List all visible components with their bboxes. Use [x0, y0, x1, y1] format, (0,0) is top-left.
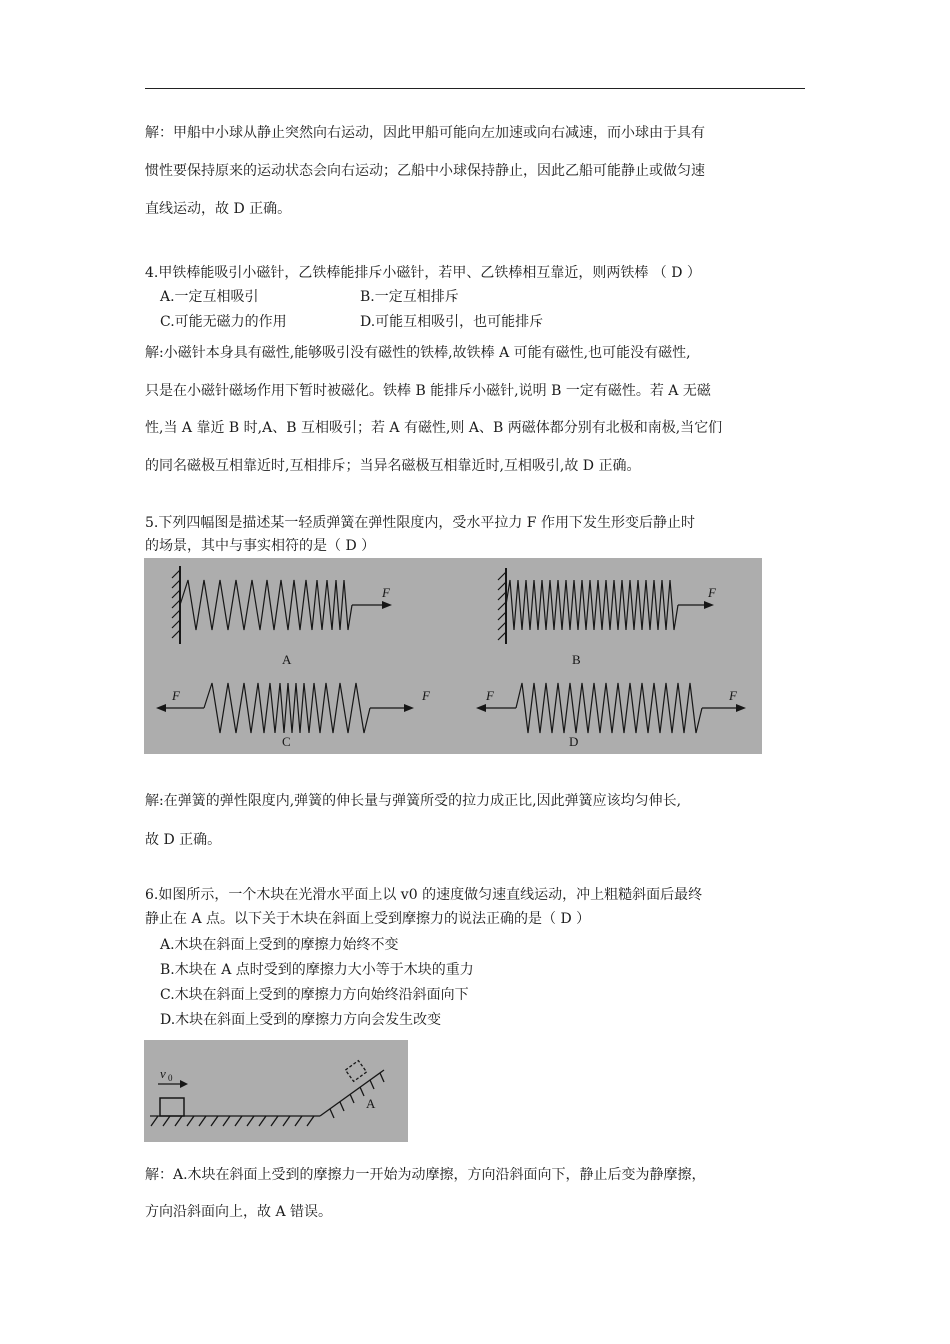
- figure-label-b: B: [572, 652, 581, 667]
- force-label-c-left: F: [172, 688, 180, 703]
- question-4-option-b: B.一定互相排斥: [360, 289, 459, 305]
- question-5-stem-line-2: 的场景，其中与事实相符的是（ D ）: [145, 538, 376, 554]
- slope-figure: [144, 1040, 408, 1142]
- question-6-solution-line-2: 方向沿斜面向上，故 A 错误。: [145, 1204, 333, 1220]
- force-label-a: F: [382, 585, 390, 600]
- question-6-option-d: D.木块在斜面上受到的摩擦力方向会发生改变: [160, 1012, 442, 1028]
- figure-label-a: A: [282, 652, 292, 667]
- question-5-solution-line-2: 故 D 正确。: [145, 832, 222, 848]
- spring-c: [204, 683, 370, 733]
- question-4-option-c: C.可能无磁力的作用: [160, 314, 287, 330]
- solution-3-line-3: 直线运动，故 D 正确。: [145, 201, 292, 217]
- question-4-solution-line-2: 只是在小磁针磁场作用下暂时被磁化。铁棒 B 能排斥小磁针,说明 B 一定有磁性。若 A 无磁: [145, 383, 711, 399]
- question-6-stem-line-2: 静止在 A 点。以下关于木块在斜面上受到摩擦力的说法正确的是（ D ）: [145, 911, 591, 927]
- question-5-solution-line-1: 解:在弹簧的弹性限度内,弹簧的伸长量与弹簧所受的拉力成正比,因此弹簧应该均匀伸长,: [145, 793, 682, 809]
- question-6-stem-line-1: 6.如图所示，一个木块在光滑水平面上以 v0 的速度做匀速直线运动，冲上粗糙斜面后最终: [145, 887, 703, 903]
- velocity-subscript: 0: [168, 1073, 173, 1083]
- force-label-b: F: [708, 585, 716, 600]
- question-4-solution-line-4: 的同名磁极互相靠近时,互相排斥；当异名磁极互相靠近时,互相吸引,故 D 正确。: [145, 458, 641, 474]
- header-rule: [145, 88, 805, 89]
- spring-figure: [144, 558, 762, 754]
- question-4-stem: 4.甲铁棒能吸引小磁针，乙铁棒能排斥小磁针，若甲、乙铁棒相互靠近，则两铁棒 （ D ）: [145, 265, 701, 281]
- point-a-label: A: [366, 1096, 376, 1111]
- spring-d: [516, 683, 702, 733]
- figure-label-d: D: [569, 734, 579, 749]
- solution-3-line-2: 惯性要保持原来的运动状态会向右运动；乙船中小球保持静止，因此乙船可能静止或做匀速: [145, 163, 705, 179]
- spring-a: [180, 580, 352, 630]
- solution-3-line-1: 解：甲船中小球从静止突然向右运动，因此甲船可能向左加速或向右减速，而小球由于具有: [145, 125, 705, 141]
- force-label-d-right: F: [729, 688, 737, 703]
- question-6-solution-line-1: 解：A.木块在斜面上受到的摩擦力一开始为动摩擦，方向沿斜面向下，静止后变为静摩擦，: [145, 1167, 706, 1183]
- question-6-option-c: C.木块在斜面上受到的摩擦力方向始终沿斜面向下: [160, 987, 469, 1003]
- force-label-c-right: F: [422, 688, 430, 703]
- question-4-solution-line-3: 性,当 A 靠近 B 时,A、B 互相吸引；若 A 有磁性,则 A、B 两磁体都分别有北极和南极,当它们: [145, 420, 723, 436]
- question-4-option-a: A.一定互相吸引: [160, 289, 259, 305]
- question-4-solution-line-1: 解:小磁针本身具有磁性,能够吸引没有磁性的铁棒,故铁棒 A 可能有磁性,也可能没有磁性,: [145, 345, 691, 361]
- question-6-option-a: A.木块在斜面上受到的摩擦力始终不变: [160, 937, 399, 953]
- velocity-label: v: [160, 1066, 166, 1081]
- spring-b: [506, 580, 678, 630]
- figure-label-c: C: [282, 734, 291, 749]
- question-5-stem-line-1: 5.下列四幅图是描述某一轻质弹簧在弹性限度内，受水平拉力 F 作用下发生形变后静止时: [145, 515, 695, 531]
- question-6-option-b: B.木块在 A 点时受到的摩擦力大小等于木块的重力: [160, 962, 474, 978]
- force-label-d-left: F: [486, 688, 494, 703]
- question-4-option-d: D.可能互相吸引，也可能排斥: [360, 314, 544, 330]
